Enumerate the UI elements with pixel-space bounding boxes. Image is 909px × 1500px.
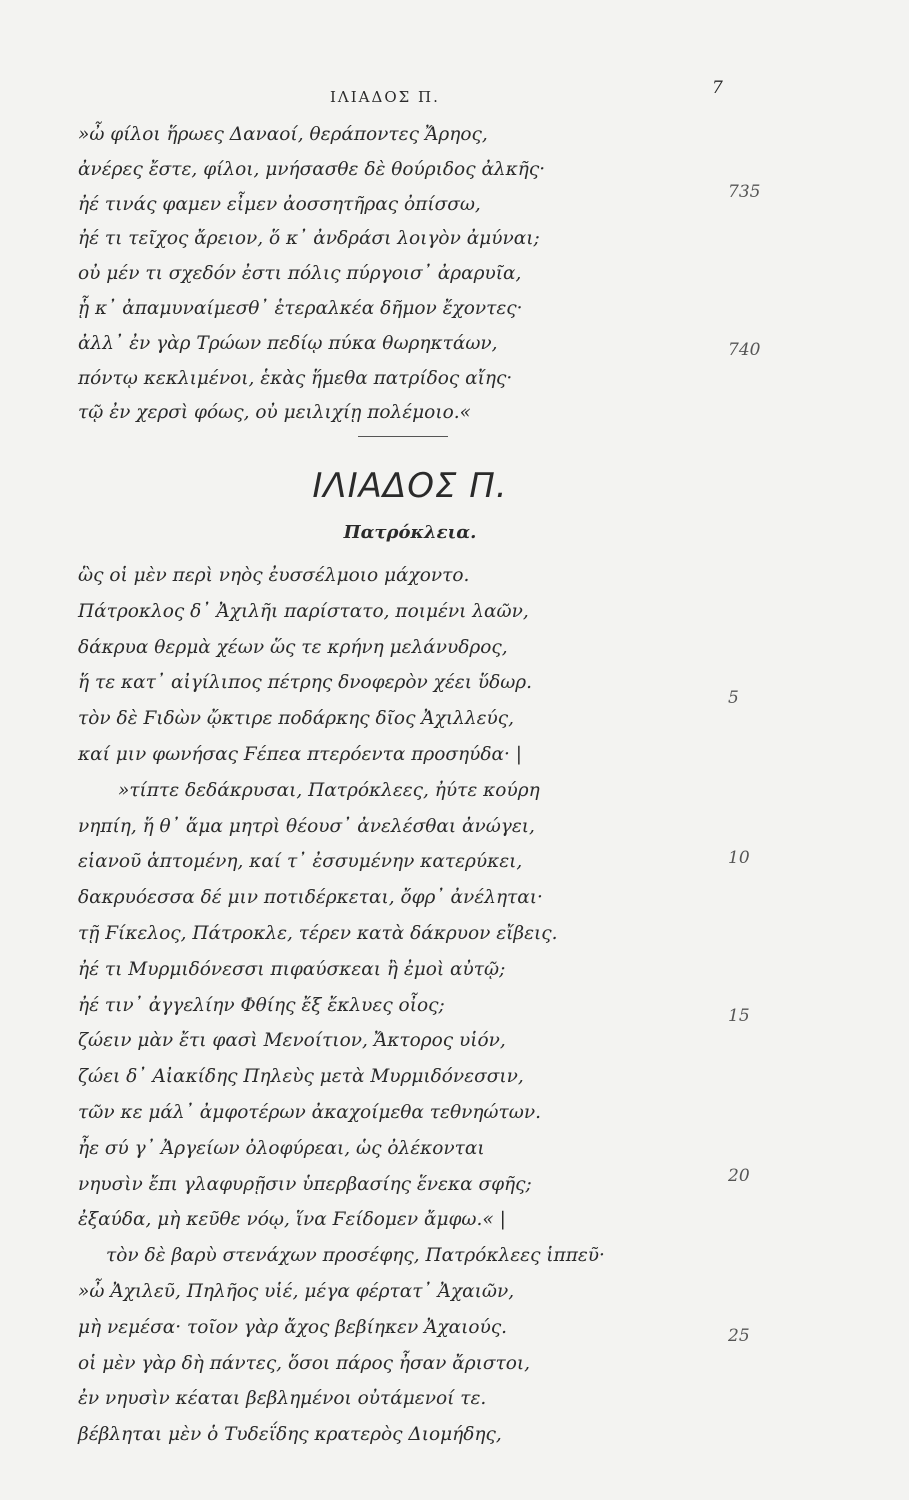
page-number: 7 bbox=[712, 78, 723, 98]
verse-line: πόντῳ κεκλιμένοι, ἑκὰς ἥμεθα πατρίδος αἴης· bbox=[78, 367, 513, 389]
verse-line: Πάτροκλος δ᾽ Ἀχιλῆι παρίστατο, ποιμένι λαῶν, bbox=[78, 600, 529, 622]
verse-line: τὸν δὲ Ϝιδὼν ᾤκτιρε ποδάρκης δῖος Ἀχιλλεύς, bbox=[78, 708, 514, 730]
verse-line: ἠέ τι τεῖχος ἄρειον, ὅ κ᾽ ἀνδράσι λοιγὸν ἀμύναι; bbox=[78, 228, 540, 250]
verse-line: ἠέ τιν᾽ ἀγγελίην Φθίης ἔξ ἔκλυες οἶος; bbox=[78, 994, 445, 1016]
verse-line: ὣς οἱ μὲν περὶ νηὸς ἐυσσέλμοιο μάχοντο. bbox=[78, 565, 470, 586]
verse-line: τῶν κε μάλ᾽ ἀμφοτέρων ἀκαχοίμεθα τεθνηώτων. bbox=[78, 1101, 541, 1123]
line-number: 735 bbox=[728, 182, 761, 202]
verse-line: ἀνέρες ἔστε, φίλοι, μνήσασθε δὲ θούριδος ἀλκῆς· bbox=[78, 158, 546, 180]
book-subtitle: Πατρόκλεια. bbox=[343, 522, 477, 543]
verse-line: βέβληται μὲν ὁ Τυδεΐδης κρατερὸς Διομήδης, bbox=[78, 1424, 502, 1446]
verse-line: νηπίη, ἥ θ᾽ ἅμα μητρὶ θέουσ᾽ ἀνελέσθαι ἀνώγει, bbox=[78, 815, 535, 837]
verse-line: ἠέ τινάς φαμεν εἶμεν ἀοσσητῆρας ὀπίσσω, bbox=[78, 193, 481, 215]
verse-line: »ὦ Ἀχιλεῦ, Πηλῆος υἱέ, μέγα φέρτατ᾽ Ἀχαιῶν, bbox=[78, 1280, 515, 1302]
body-verse-block bbox=[78, 558, 698, 1453]
verse-line: ἀλλ᾽ ἐν γὰρ Τρώων πεδίῳ πύκα θωρηκτάων, bbox=[78, 332, 498, 354]
verse-line: ᾗ κ᾽ ἀπαμυναίμεσθ᾽ ἑτεραλκέα δῆμον ἔχοντες· bbox=[78, 297, 523, 319]
verse-line: ζώει δ᾽ Αἰακίδης Πηλεὺς μετὰ Μυρμιδόνεσσιν, bbox=[78, 1066, 524, 1088]
verse-line: δακρυόεσσα δέ μιν ποτιδέρκεται, ὄφρ᾽ ἀνέληται· bbox=[78, 887, 543, 909]
verse-line: καί μιν φωνήσας Ϝέπεα πτερόεντα προσηύδα· | bbox=[78, 743, 522, 765]
verse-line: ἐν νηυσὶν κέαται βεβλημένοι οὐτάμενοί τε. bbox=[78, 1388, 487, 1410]
verse-line: οἱ μὲν γὰρ δὴ πάντες, ὅσοι πάρος ἦσαν ἄριστοι, bbox=[78, 1352, 530, 1374]
line-number: 20 bbox=[728, 1166, 750, 1186]
top-verse-block bbox=[78, 118, 698, 431]
verse-line: δάκρυα θερμὰ χέων ὥς τε κρήνη μελάνυδρος, bbox=[78, 636, 508, 658]
line-number: 740 bbox=[728, 340, 761, 360]
verse-line: οὐ μέν τι σχεδόν ἐστι πόλις πύργοισ᾽ ἀραρυῖα, bbox=[78, 263, 522, 285]
line-number: 15 bbox=[728, 1006, 750, 1026]
verse-line: »ὦ φίλοι ἥρωες Δαναοί, θεράποντες Ἄρηος, bbox=[78, 124, 488, 145]
verse-line: εἱανοῦ ἁπτομένη, καί τ᾽ ἐσσυμένην κατερύκει, bbox=[78, 851, 523, 873]
verse-line: ἐξαύδα, μὴ κεῦθε νόῳ, ἵνα Ϝείδομεν ἄμφω.« | bbox=[78, 1209, 506, 1231]
running-title: ΙΛΙΑΔΟΣ Π. bbox=[330, 88, 440, 106]
verse-line: μὴ νεμέσα· τοῖον γὰρ ἄχος βεβίηκεν Ἀχαιούς. bbox=[78, 1316, 508, 1338]
verse-line: τῷ ἐν χερσὶ φόως, οὐ μειλιχίῃ πολέμοιο.« bbox=[78, 402, 471, 424]
verse-line: »τίπτε δεδάκρυσαι, Πατρόκλεες, ἠύτε κούρη bbox=[118, 779, 540, 801]
verse-line: τῇ Ϝίκελος, Πάτροκλε, τέρεν κατὰ δάκρυον εἴβεις. bbox=[78, 922, 558, 944]
line-number: 5 bbox=[728, 688, 739, 708]
verse-line: τὸν δὲ βαρὺ στενάχων προσέφης, Πατρόκλεες ἱππεῦ· bbox=[106, 1245, 605, 1267]
verse-line: ἥ τε κατ᾽ αἰγίλιπος πέτρης δνοφερὸν χέει ὕδωρ. bbox=[78, 672, 533, 694]
verse-line: ἠέ τι Μυρμιδόνεσσι πιφαύσκεαι ἢ ἐμοὶ αὐτῷ; bbox=[78, 958, 506, 980]
book-title: ΙΛΙΑΔΟΣ Π. bbox=[312, 466, 508, 506]
verse-line: νηυσὶν ἔπι γλαφυρῇσιν ὑπερβασίης ἕνεκα σφῆς; bbox=[78, 1173, 532, 1195]
line-number: 10 bbox=[728, 848, 750, 868]
verse-line: ζώειν μὰν ἔτι φασὶ Μενοίτιον, Ἄκτορος υἱόν, bbox=[78, 1030, 506, 1052]
section-divider bbox=[358, 436, 448, 437]
line-number: 25 bbox=[728, 1326, 750, 1346]
verse-line: ἦε σύ γ᾽ Ἀργείων ὀλοφύρεαι, ὡς ὀλέκονται bbox=[78, 1137, 485, 1159]
